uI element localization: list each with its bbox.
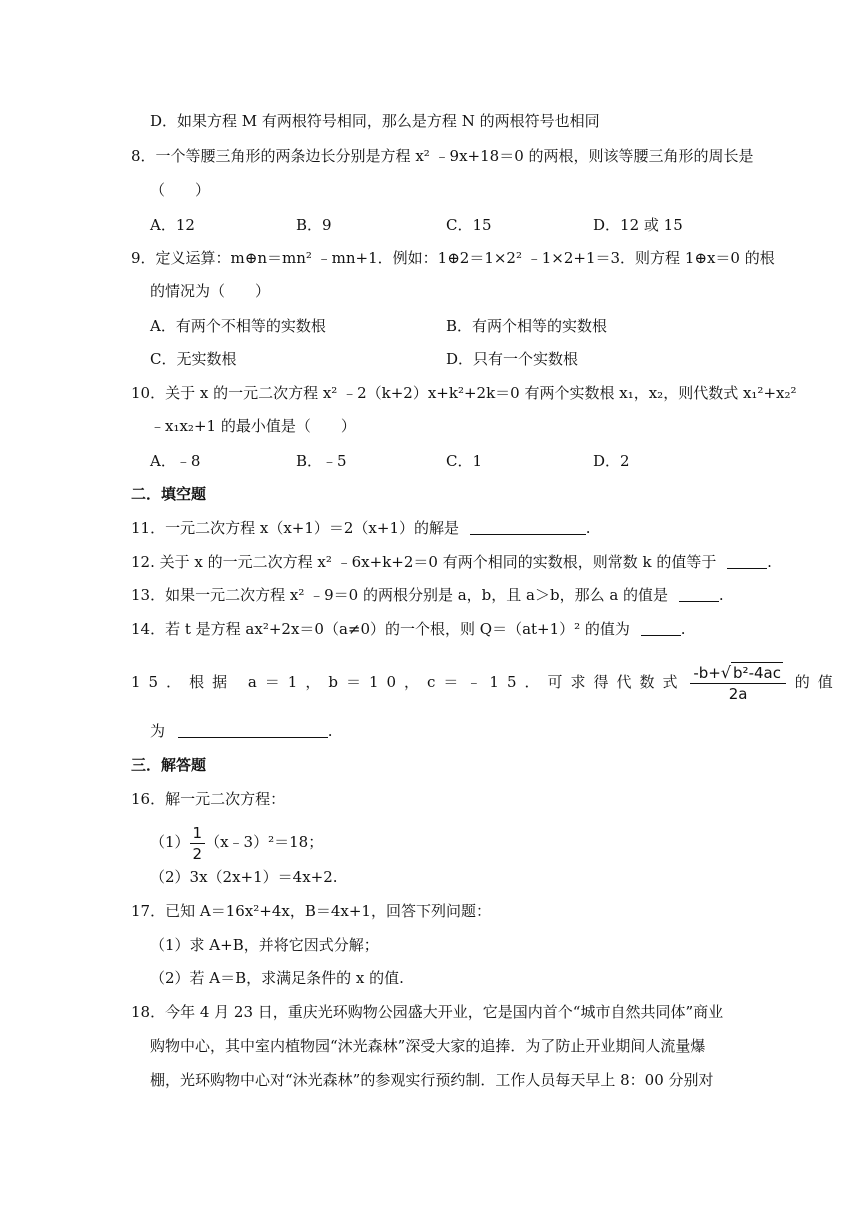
q8-option-d: D．12 或 15 bbox=[593, 216, 683, 234]
q8-stem: 8．一个等腰三角形的两条边长分别是方程 x² ﹣9x+18＝0 的两根，则该等腰三角形的周长是 bbox=[131, 147, 754, 165]
q9-stem: 9．定义运算：m⊕n＝mn² ﹣mn+1．例如：1⊕2＝1×2² ﹣1×2+1＝3．则方程 1⊕x＝0 的根 bbox=[131, 249, 775, 267]
q18-line2: 购物中心，其中室内植物园“沐光森林”深受大家的追捧．为了防止开业期间人流量爆 bbox=[150, 1037, 706, 1055]
q10-option-d: D．2 bbox=[593, 452, 630, 470]
q16-part2: （2）3x（2x+1）＝4x+2. bbox=[150, 868, 338, 886]
q17-part2: （2）若 A＝B，求满足条件的 x 的值. bbox=[150, 969, 404, 987]
q16-frac-numerator: 1 bbox=[190, 823, 206, 844]
q9-option-a: A．有两个不相等的实数根 bbox=[150, 317, 326, 335]
q15-numerator-pre: -b+ bbox=[693, 664, 721, 682]
q10-option-c: C．1 bbox=[446, 452, 483, 470]
q9-option-d: D．只有一个实数根 bbox=[446, 350, 579, 368]
section-fill-in-heading: 二．填空题 bbox=[131, 485, 207, 503]
q16-part1 bbox=[150, 822, 323, 864]
q15-period: . bbox=[327, 722, 333, 740]
q11-period: . bbox=[585, 519, 591, 537]
q10-option-b: B．﹣5 bbox=[296, 452, 347, 470]
q15-text: 15．根据 a＝1，b＝10，c＝﹣15．可求得代数式 bbox=[131, 673, 686, 691]
q11-answer-blank bbox=[470, 520, 586, 535]
q15-tail: 的值 bbox=[794, 673, 841, 691]
q9-option-c: C．无实数根 bbox=[150, 350, 237, 368]
q9-stem-cont: 的情况为（ ） bbox=[150, 282, 271, 300]
q15-line2-text: 为 bbox=[150, 722, 166, 740]
q15-fraction bbox=[690, 662, 786, 704]
q7-option-d: D．如果方程 M 有两根符号相同，那么是方程 N 的两根符号也相同 bbox=[150, 112, 600, 130]
q13-answer-blank bbox=[679, 587, 719, 602]
q18-line3: 棚，光环购物中心对“沐光森林”的参观实行预约制．工作人员每天早上 8：00 分别对 bbox=[150, 1071, 714, 1089]
sqrt-sign-icon: √ bbox=[720, 663, 732, 682]
q10-stem-cont: ﹣x₁x₂+1 的最小值是（ ） bbox=[150, 417, 356, 435]
q15-radicand: b²-4ac bbox=[733, 664, 781, 682]
q15-line2 bbox=[150, 721, 333, 741]
q13-text: 13．如果一元二次方程 x² ﹣9＝0 的两根分别是 a，b，且 a＞b，那么 a 的值是 bbox=[131, 586, 669, 604]
q15-denominator: 2a bbox=[728, 685, 748, 703]
q15-numerator bbox=[690, 662, 786, 684]
q10-option-a: A．﹣8 bbox=[150, 452, 201, 470]
q12-text: 12. 关于 x 的一元二次方程 x² ﹣6x+k+2＝0 有两个相同的实数根，则常数 k 的值等于 bbox=[131, 553, 717, 571]
q8-option-c: C．15 bbox=[446, 216, 492, 234]
q16-stem: 16．解一元二次方程： bbox=[131, 790, 286, 808]
q13-period: . bbox=[718, 586, 724, 604]
q16-frac-denominator: 2 bbox=[192, 844, 203, 863]
q8-paren: （ ） bbox=[150, 181, 211, 199]
q18-line1: 18．今年 4 月 23 日，重庆光环购物公园盛大开业，它是国内首个“城市自然共同体”商业 bbox=[131, 1003, 724, 1021]
q9-option-b: B．有两个相等的实数根 bbox=[446, 317, 608, 335]
q14-answer-blank bbox=[641, 621, 681, 636]
q15-answer-blank bbox=[178, 723, 328, 738]
q14-period: . bbox=[680, 620, 686, 638]
q12 bbox=[131, 552, 772, 572]
q15 bbox=[131, 662, 841, 704]
q16-half-fraction bbox=[190, 823, 206, 864]
q11 bbox=[131, 518, 591, 538]
q16-part1-rest: （x﹣3）²＝18； bbox=[205, 833, 324, 851]
q8-option-a: A．12 bbox=[150, 216, 195, 234]
q14 bbox=[131, 619, 686, 639]
q13 bbox=[131, 585, 724, 605]
q8-option-b: B．9 bbox=[296, 216, 332, 234]
q10-stem: 10．关于 x 的一元二次方程 x² ﹣2（k+2）x+k²+2k＝0 有两个实数根 x₁，x₂，则代数式 x₁²+x₂² bbox=[131, 384, 797, 402]
q17-part1: （1）求 A+B，并将它因式分解； bbox=[150, 936, 379, 954]
q16-part1-label: （1） bbox=[150, 833, 190, 851]
section-solve-heading: 三．解答题 bbox=[131, 756, 207, 774]
q12-answer-blank bbox=[727, 554, 767, 569]
q17-stem: 17．已知 A＝16x²+4x，B＝4x+1，回答下列问题： bbox=[131, 902, 491, 920]
q11-text: 11．一元二次方程 x（x+1）＝2（x+1）的解是 bbox=[131, 519, 460, 537]
q12-period: . bbox=[767, 553, 772, 571]
q14-text: 14．若 t 是方程 ax²+2x＝0（a≠0）的一个根，则 Q＝（at+1）² 的值为 bbox=[131, 620, 630, 638]
